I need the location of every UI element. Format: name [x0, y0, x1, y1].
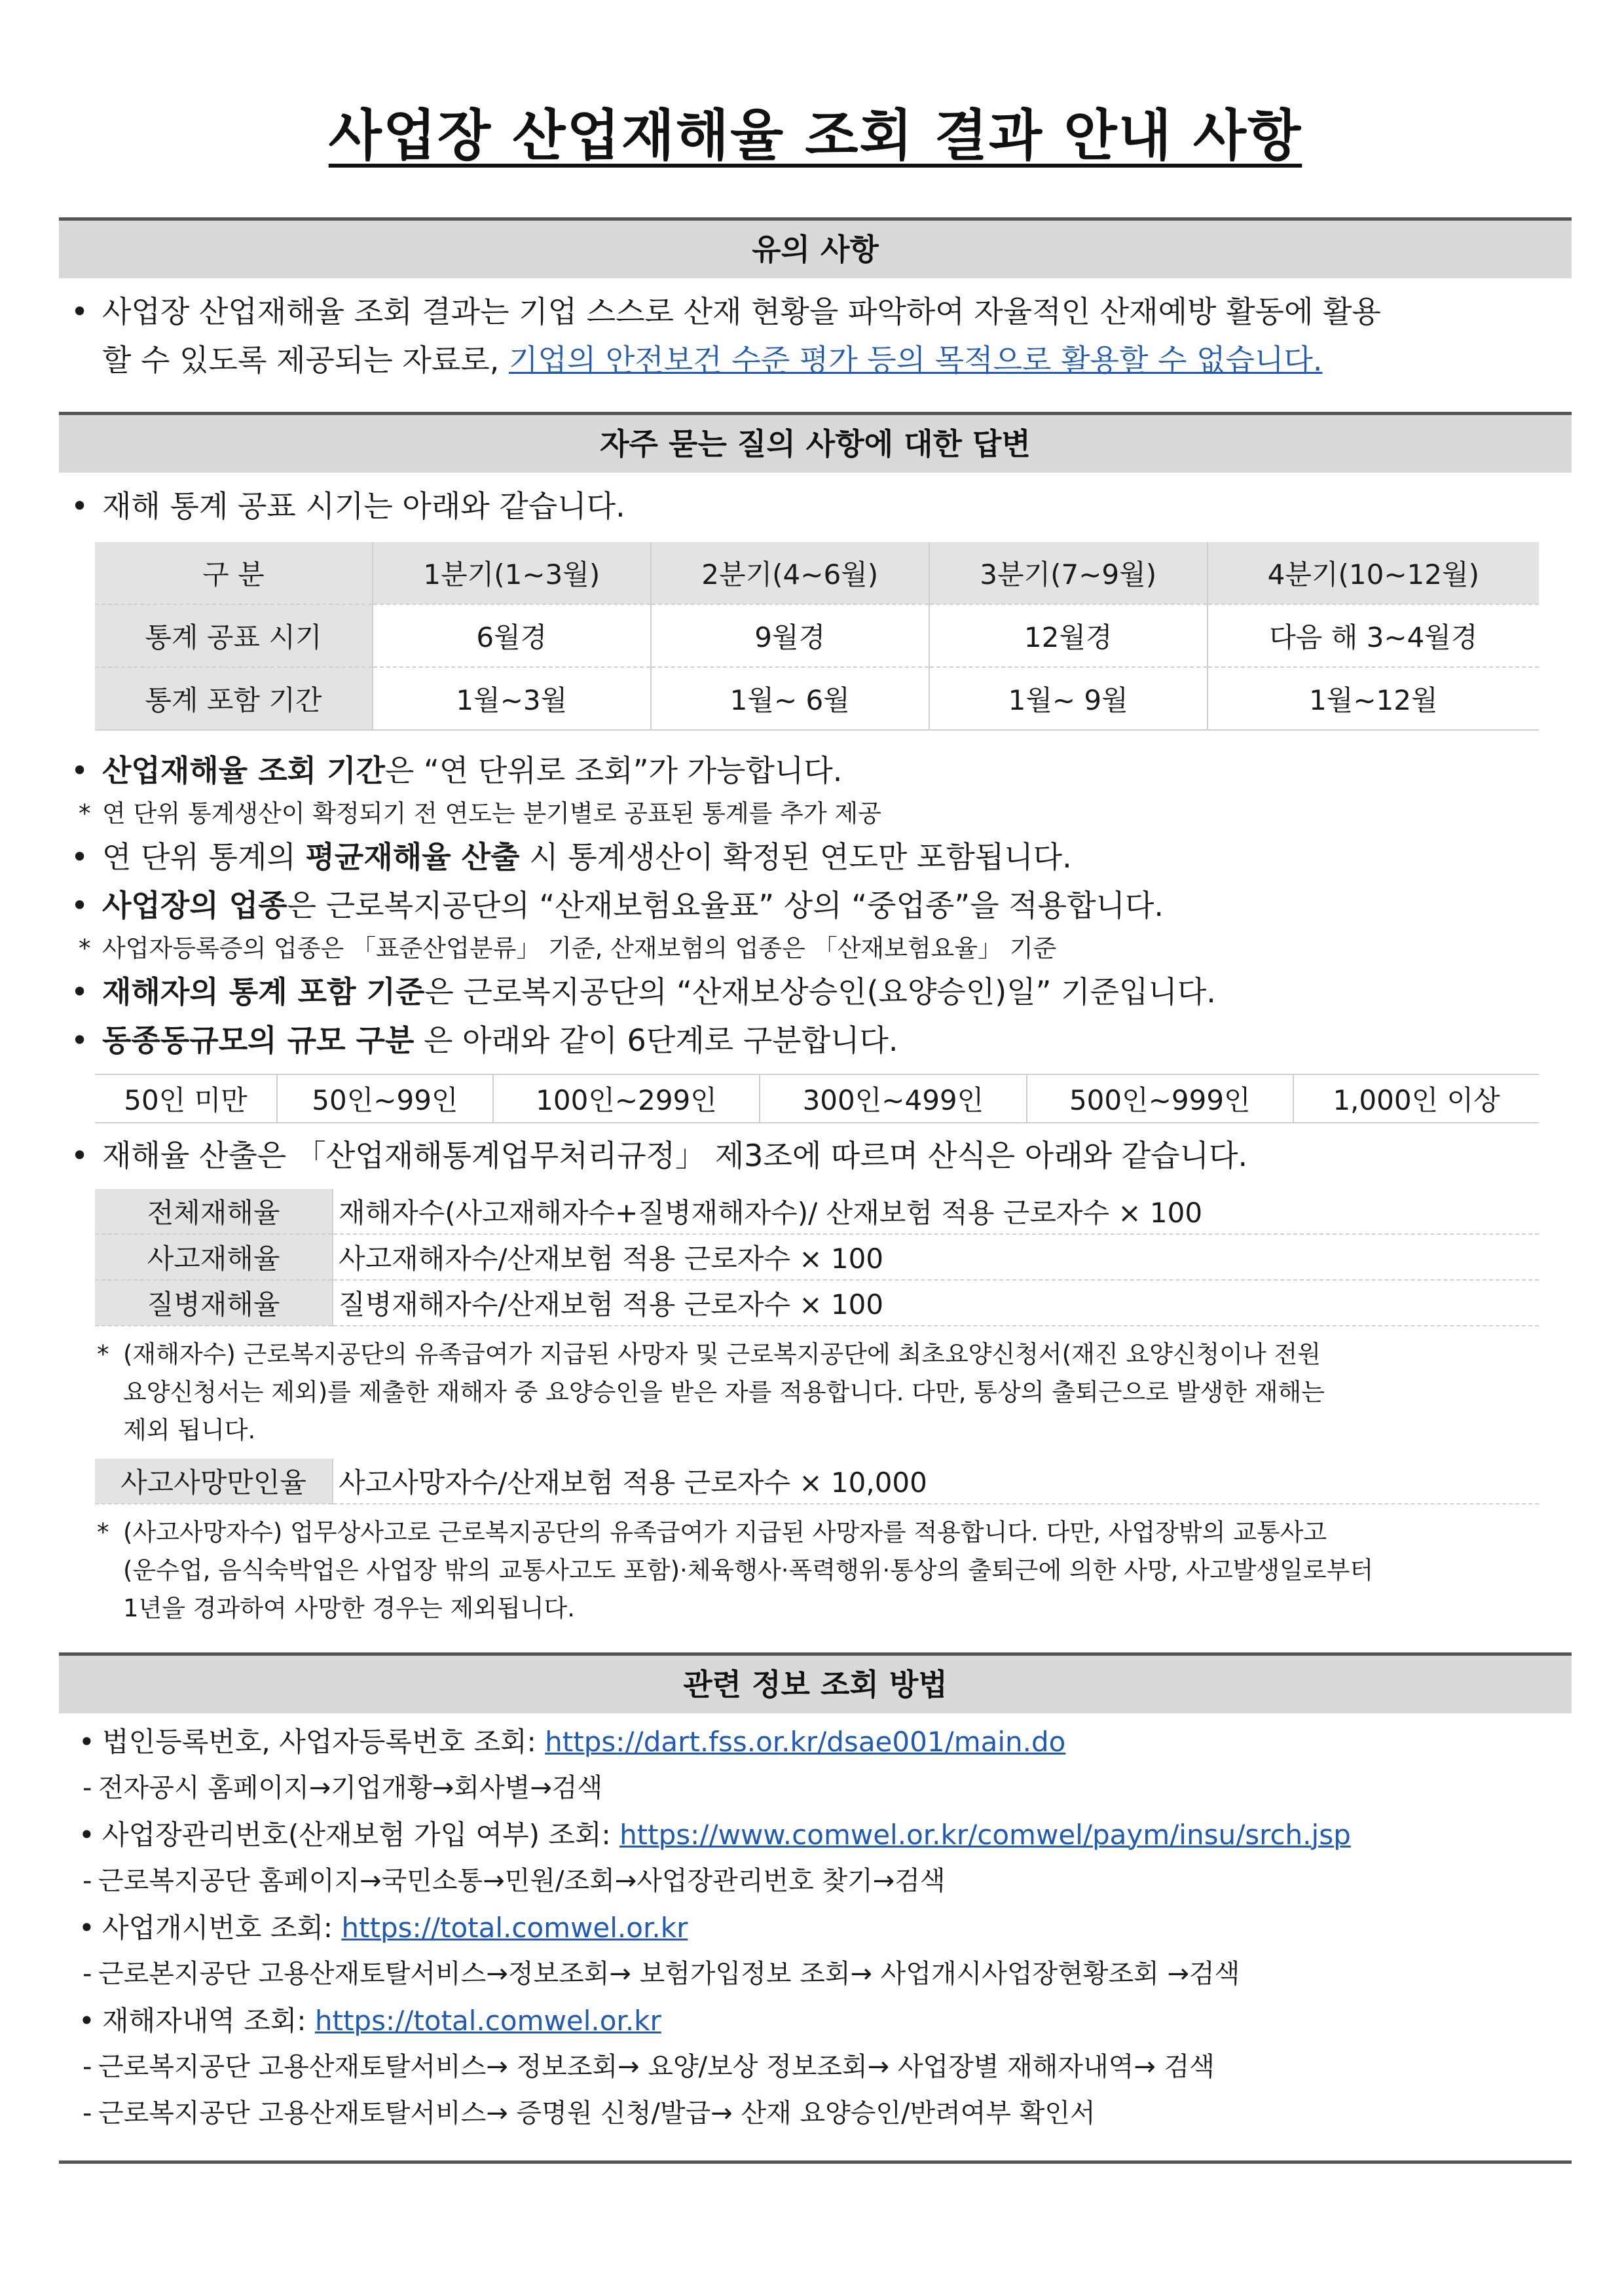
info-item-label: 사업개시번호 조회: — [102, 1912, 342, 1944]
table-row — [95, 1459, 1539, 1504]
table-cell: 사고재해자수/산재보험 적용 근로자수 × 100 — [333, 1234, 1539, 1280]
table-cell: 구 분 — [95, 542, 373, 604]
section-heading-info: 관련 정보 조회 방법 — [59, 1652, 1572, 1713]
faq-average-rate-bold: 평균재해율 산출 — [305, 839, 520, 875]
table-cell: 3분기(7~9월) — [929, 542, 1208, 604]
comwel-insurance-link[interactable]: https://www.comwel.or.kr/comwel/paym/insu/srch.jsp — [619, 1819, 1351, 1851]
table-cell: 통계 공표 시기 — [95, 604, 373, 667]
death-rate-table — [95, 1459, 1539, 1504]
faq-intro: • 재해 통계 공표 시기는 아래와 같습니다. — [59, 482, 1572, 530]
faq-average-rate — [59, 833, 1572, 881]
table-cell: 통계 포함 기간 — [95, 667, 373, 730]
note-line: (운수업, 음식숙박업은 사업장 밖의 교통사고도 포함)·체육행사·폭력행위·통상의 출퇴근에 의한 사망, 사고발생일로부터 — [123, 1556, 1374, 1584]
rate-formula-table — [95, 1189, 1539, 1326]
table-row — [95, 1280, 1539, 1326]
info-item-path: - 근로복지공단 고용산재토탈서비스→ 증명원 신청/발급→ 산재 요양승인/반려여부 확인서 — [59, 2090, 1572, 2137]
info-item-path: - 근로복지공단 홈페이지→국민소통→민원/조회→사업장관리번호 찾기→검색 — [59, 1858, 1572, 1904]
table-cell: 9월경 — [651, 604, 929, 667]
faq-query-period-bold: 산업재해율 조회 기간 — [102, 753, 385, 788]
section-heading-faq: 자주 묻는 질의 사항에 대한 답변 — [59, 412, 1572, 473]
info-item-path: - 근로본지공단 고용산재토탈서비스→정보조회→ 보험가입정보 조회→ 사업개시사업장현황조회 →검색 — [59, 1951, 1572, 1997]
note-victim-count — [59, 1336, 1572, 1449]
page-title-text: 사업장 산업재해율 조회 결과 안내 사항 — [328, 103, 1302, 168]
table-cell: 1월~12월 — [1208, 667, 1539, 730]
table-cell: 6월경 — [373, 604, 651, 667]
faq-query-period — [59, 746, 1572, 795]
info-item-label: 사업장관리번호(산재보험 가입 여부) 조회: — [102, 1819, 620, 1851]
note-line: 제외 됩니다. — [123, 1416, 256, 1444]
faq-industry-bold: 사업장의 업종 — [102, 888, 287, 923]
faq-victim-criteria-rest: 은 근로복지공단의 “산재보상승인(요양승인)일” 기준입니다. — [424, 974, 1216, 1010]
info-item-victim-history — [59, 1997, 1572, 2044]
faq-industry-rest: 은 근로복지공단의 “산재보험요율표” 상의 “중업종”을 적용합니다. — [287, 888, 1164, 923]
table-cell: 1월~ 9월 — [929, 667, 1208, 730]
table-row — [95, 667, 1539, 730]
table-row — [95, 1189, 1539, 1234]
table-cell: 1월~3월 — [373, 667, 651, 730]
table-cell: 2분기(4~6월) — [651, 542, 929, 604]
table-cell: 질병재해자수/산재보험 적용 근로자수 × 100 — [333, 1280, 1539, 1326]
info-item-path: - 전자공시 홈페이지→기업개황→회사별→검색 — [59, 1765, 1572, 1812]
caution-underlined-text: 기업의 안전보건 수준 평가 등의 목적으로 활용할 수 없습니다. — [508, 342, 1323, 378]
table-cell: 500인~999인 — [1027, 1074, 1293, 1123]
caution-text-part2: 할 수 있도록 제공되는 자료로, — [102, 342, 509, 378]
document-page — [59, 0, 1572, 2164]
statistics-schedule-table — [95, 542, 1539, 731]
table-cell: 1,000인 이상 — [1333, 1084, 1500, 1116]
faq-query-period-rest: 은 “연 단위로 조회”가 가능합니다. — [384, 753, 843, 788]
table-cell: 전체재해율 — [95, 1189, 333, 1234]
note-line: 요양신청서는 제외)를 제출한 재해자 중 요양승인을 받은 자를 적용합니다. 다만, 통상의 출퇴근으로 발생한 재해는 — [123, 1378, 1325, 1406]
total-comwel-link[interactable]: https://total.comwel.or.kr — [314, 2005, 661, 2037]
table-cell: 사고사망만인율 — [95, 1459, 333, 1504]
info-item-corp-number — [59, 1719, 1572, 1765]
caution-text-part1: 사업장 산업재해율 조회 결과는 기업 스스로 산재 현황을 파악하여 자율적인 산재예방 활동에 활용 — [102, 294, 1381, 329]
faq-victim-criteria — [59, 968, 1572, 1016]
table-cell: 다음 해 3~4월경 — [1208, 604, 1539, 667]
note-line: 1년을 경과하여 사망한 경우는 제외됩니다. — [123, 1594, 575, 1622]
info-item-label: 재해자내역 조회: — [102, 2005, 315, 2037]
caution-text — [59, 287, 1572, 384]
faq-average-rate-pre: 연 단위 통계의 — [102, 839, 306, 875]
faq-industry — [59, 881, 1572, 930]
faq-size-classes-rest: 은 아래와 같이 6단계로 구분합니다. — [414, 1023, 898, 1058]
table-cell: 300인~499인 — [760, 1074, 1026, 1123]
note-query-period: * 연 단위 통계생산이 확정되기 전 연도는 분기별로 공표된 통계를 추가 제공 — [59, 795, 1572, 833]
size-class-table — [95, 1074, 1539, 1123]
faq-average-rate-rest: 시 통계생산이 확정된 연도만 포함됩니다. — [519, 839, 1072, 875]
info-item-business-start — [59, 1904, 1572, 1951]
info-item-workplace-number — [59, 1812, 1572, 1858]
faq-victim-criteria-bold: 재해자의 통계 포함 기준 — [102, 974, 425, 1010]
info-item-label: 법인등록번호, 사업자등록번호 조회: — [102, 1726, 545, 1758]
table-cell: 1월~ 6월 — [651, 667, 929, 730]
total-comwel-link[interactable]: https://total.comwel.or.kr — [341, 1912, 688, 1944]
note-line: (사고사망자수) 업무상사고로 근로복지공단의 유족급여가 지급된 사망자를 적용합니다. 다만, 사업장밖의 교통사고 — [123, 1518, 1327, 1546]
note-line: (재해자수) 근로복지공단의 유족급여가 지급된 사망자 및 근로복지공단에 최초요양신청서(재진 요양신청이나 전원 — [123, 1340, 1321, 1368]
table-row — [95, 604, 1539, 667]
table-header-row — [95, 542, 1539, 604]
faq-rate-formula: • 재해율 산출은 「산업재해통계업무처리규정」 제3조에 따르며 산식은 아래와 같습니다. — [59, 1131, 1572, 1180]
table-cell: 50인~99인 — [277, 1074, 493, 1123]
note-death-count — [59, 1514, 1572, 1628]
table-cell: 사고재해율 — [95, 1234, 333, 1280]
table-cell: 재해자수(사고재해자수+질병재해자수)/ 산재보험 적용 근로자수 × 100 — [333, 1189, 1539, 1234]
info-item-path: - 근로복지공단 고용산재토탈서비스→ 정보조회→ 요양/보상 정보조회→ 사업장별 재해자내역→ 검색 — [59, 2044, 1572, 2090]
dart-link[interactable]: https://dart.fss.or.kr/dsae001/main.do — [545, 1726, 1066, 1758]
table-cell: 100인~299인 — [493, 1074, 760, 1123]
table-row — [95, 1234, 1539, 1280]
note-industry: * 사업자등록증의 업종은 「표준산업분류」 기준, 산재보험의 업종은 「산재보험요율」 기준 — [59, 930, 1572, 968]
table-cell: 1분기(1~3월) — [373, 542, 651, 604]
table-cell: 4분기(10~12월) — [1208, 542, 1539, 604]
faq-size-classes — [59, 1016, 1572, 1065]
table-cell: 12월경 — [929, 604, 1208, 667]
table-cell: 50인 미만 — [95, 1074, 277, 1123]
table-cell: 사고사망자수/산재보험 적용 근로자수 × 10,000 — [333, 1459, 1539, 1504]
table-cell: 질병재해율 — [95, 1280, 333, 1326]
bottom-rule — [59, 2160, 1572, 2164]
section-heading-caution: 유의 사항 — [59, 217, 1572, 278]
page-title — [59, 92, 1572, 168]
table-row — [95, 1074, 1539, 1123]
faq-size-classes-bold: 동종동규모의 규모 구분 — [102, 1023, 415, 1058]
